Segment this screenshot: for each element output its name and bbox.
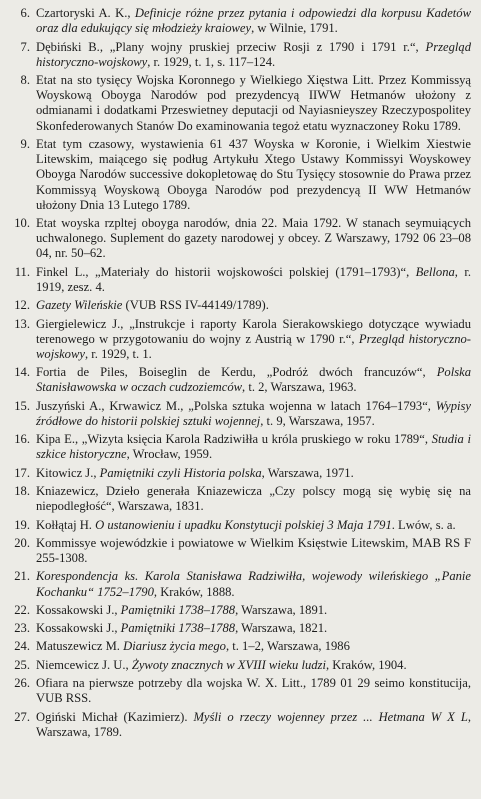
reference-text (36, 399, 471, 429)
reference-number: 17. (14, 465, 30, 480)
reference-text-segment: , Kraków, 1888. (153, 584, 235, 599)
reference-number: 12. (14, 298, 30, 313)
reference-text-segment: , w Wilnie, 1791. (251, 21, 338, 36)
reference-text-segment: , Warszawa, 1789. (36, 709, 471, 739)
reference-title-segment: O ustanowieniu i upadku Konstytucji polskiej 3 Maja 1791 (95, 517, 392, 532)
reference-number: 15. (14, 398, 30, 413)
reference-text-segment: Kitowicz J., (36, 465, 100, 480)
reference-text-segment: , t. 2, Warszawa, 1963. (242, 380, 357, 395)
reference-title-segment: Przegląd historyczno-wojskowy (36, 331, 471, 361)
reference-text (36, 365, 471, 395)
reference-number: 8. (20, 73, 30, 87)
reference-text (36, 40, 471, 70)
reference-text-segment: Dębiński B., „Plany wojny pruskiej przeciw Rosji z 1790 i 1791 r.“, (36, 39, 426, 54)
reference-title-segment: Korespondencja ks. Karola Stanisława Radziwiłła, wojewody wileńskiego „Panie Kochanku“ 1752–1790 (36, 569, 471, 599)
reference-item (10, 40, 471, 70)
reference-item (10, 536, 471, 566)
reference-text-segment: Kossakowski J., (36, 602, 121, 617)
reference-text-segment: , r. 1929, t. 1. (84, 346, 152, 361)
reference-text-segment: Kossakowski J., (36, 621, 121, 636)
reference-text-segment: , Wrocław, 1959. (126, 447, 213, 462)
reference-item (10, 603, 471, 618)
reference-text-segment: , Warszawa, 1971. (261, 465, 354, 480)
reference-text-segment: Etat na sto tysięcy Wojska Koronnego y Wielkiego Xięstwa Litt. Przez Kommissyą Woyskową Oboyga Narodów pod prezydencyą IIWW Hetmanów ułożony z odmianami i dodatkami Przeswietney deputacji od Nayiasnieyszey Rzeczypospolitey Skonfederowanych Stanów Do examinowania tegoż etatu wyznaczoney Roku 1789. (36, 73, 471, 133)
reference-text-segment: , r. 1919, zesz. 4. (36, 264, 471, 294)
reference-number: 9. (20, 136, 30, 151)
reference-text (36, 639, 471, 654)
reference-number: 19. (14, 517, 30, 532)
reference-number: 21. (14, 569, 30, 584)
reference-item (10, 466, 471, 481)
reference-text (36, 710, 471, 740)
reference-text-segment: Kołłątaj H. (36, 517, 96, 532)
reference-number: 22. (14, 602, 30, 617)
reference-text (36, 137, 471, 213)
reference-text-segment: , t. 9, Warszawa, 1957. (260, 413, 375, 428)
reference-title-segment: Diariusz życia mego (123, 639, 226, 654)
reference-text-segment: , Warszawa, 1821. (235, 621, 328, 636)
reference-number: 23. (14, 621, 30, 636)
reference-number: 13. (14, 316, 30, 331)
reference-text-segment: Niemcewicz J. U., (36, 657, 132, 672)
reference-number: 20. (14, 535, 30, 550)
reference-text-segment: Kipa E., „Wizyta księcia Karola Radziwiłła u króla pruskiego w roku 1789“, (36, 432, 432, 447)
reference-title-segment: Bellona (415, 264, 455, 279)
reference-number: 25. (14, 657, 30, 672)
reference-item (10, 484, 471, 514)
reference-item (10, 216, 471, 262)
reference-text (36, 298, 471, 313)
reference-number: 11. (14, 264, 30, 279)
reference-text-segment: Matuszewicz M. (36, 639, 124, 654)
reference-title-segment: Żywoty znacznych w XVIII wieku ludzi (131, 657, 326, 672)
reference-text-segment: , Kraków, 1904. (325, 657, 407, 672)
reference-title-segment: Wypisy źródłowe do historii polskiej sztuki wojennej (36, 398, 471, 428)
reference-number: 10. (14, 216, 30, 231)
reference-text (36, 603, 471, 618)
reference-text-segment: Ogiński Michał (Kazimierz). (36, 709, 194, 724)
reference-text-segment: , Warszawa, 1891. (235, 602, 328, 617)
reference-number: 26. (14, 676, 30, 690)
reference-item (10, 317, 471, 363)
reference-item (10, 518, 471, 533)
reference-text-segment: Etat woyska rzpltej oboyga narodów, dnia 22. Maia 1792. W stanach seymuiących uchwalonego. Suplement do gazety narodowej y obcey. Z Warszawy, 1792 06 23–08 04, nr. 50–62. (36, 216, 471, 261)
reference-text-segment: Ofiara na pierwsze potrzeby dla wojska W. X. Litt., 1789 01 29 seimo konstitucija, VUB RSS. (36, 676, 471, 706)
reference-text-segment: Finkel L., „Materiały do historii wojskowości polskiej (1791–1793)“, (36, 264, 416, 279)
reference-text (36, 432, 471, 462)
reference-text (36, 621, 471, 636)
reference-text (36, 484, 471, 514)
reference-title-segment: Pamiętniki 1738–1788 (120, 621, 236, 636)
reference-text (36, 73, 471, 134)
reference-text (36, 536, 471, 566)
reference-text (36, 518, 471, 533)
reference-text-segment: Czartoryski A. K., (36, 6, 135, 20)
reference-text (36, 6, 471, 36)
reference-text-segment: Kommissye wojewódzkie i powiatowe w Wielkim Księstwie Litewskim, MAB RS F 255-1308. (36, 535, 471, 566)
reference-text-segment: Juszyński A., Krwawicz M., „Polska sztuka wojenna w latach 1764–1793“, (36, 398, 436, 413)
reference-title-segment: Pamiętniki czyli Historia polska (99, 465, 262, 480)
reference-text (36, 317, 471, 363)
reference-number: 14. (14, 365, 30, 380)
reference-number: 16. (14, 432, 30, 447)
reference-number: 24. (14, 639, 30, 654)
reference-title-segment: Polska Stanisławowska w oczach cudzoziemców (36, 365, 471, 395)
reference-text (36, 676, 471, 706)
reference-item (10, 265, 471, 295)
reference-text-segment: Etat tym czasowy, wystawienia 61 437 Woyska w Koronie, i Wielkim Xiestwie Litewskim, maiącego się podług Artykułu Xtego Ustawy Kommissyi Woyskowey Oboyga Narodów successive dokopletowaę do Stu Tysięcy stosownie do Prawa przez Kommissyą Woyskową Oboyga Narodów pod prezydencyą II WW Hetmanów ułożony Dnia 13 Lutego 1789. (36, 136, 471, 212)
reference-item (10, 365, 471, 395)
reference-text (36, 466, 471, 481)
reference-text-segment: , t. 1–2, Warszawa, 1986 (225, 639, 350, 654)
reference-item (10, 399, 471, 429)
reference-text-segment: , r. 1929, t. 1, s. 117–124. (147, 54, 276, 69)
reference-item (10, 6, 471, 36)
reference-text-segment: Fortia de Piles, Boiseglin de Kerdu, „Podróż dwóch francuzów“, (36, 365, 437, 380)
reference-title-segment: Gazety Wileńskie (36, 298, 123, 313)
reference-title-segment: Przegląd historyczno-wojskowy (36, 39, 471, 69)
reference-title-segment: Pamiętniki 1738–1788 (120, 602, 236, 617)
reference-item (10, 676, 471, 706)
reference-number: 18. (14, 484, 30, 499)
reference-text-segment: Giergielewicz J., „Instrukcje i raporty Karola Sierakowskiego dotyczące wywiadu terenowego w przygotowaniu do wojny z Austrią w 1790 r.“, (36, 316, 471, 346)
reference-number: 7. (20, 39, 30, 54)
reference-item (10, 658, 471, 673)
reference-title-segment: Definicje różne przez pytania i odpowiedzi dla korpusu Kadetów oraz dla edukujący się młodzieży kraiowey (36, 6, 471, 36)
reference-text (36, 216, 471, 262)
reference-text (36, 569, 471, 599)
reference-text-segment: (VUB RSS IV-44149/1789). (122, 298, 269, 313)
reference-item (10, 569, 471, 599)
reference-title-segment: Studia i szkice historyczne (36, 432, 471, 462)
reference-item (10, 621, 471, 636)
reference-item (10, 710, 471, 740)
reference-text (36, 658, 471, 673)
reference-item (10, 73, 471, 134)
reference-text-segment: . Lwów, s. a. (391, 517, 456, 532)
reference-item (10, 137, 471, 213)
reference-item (10, 639, 471, 654)
reference-number: 27. (14, 709, 30, 724)
reference-title-segment: Myśli o rzeczy wojenney przez ... Hetmana W X L (193, 709, 468, 724)
reference-item (10, 432, 471, 462)
reference-text-segment: Kniazewicz, Dzieło generała Kniazewicza „Czy polscy mogą się wybię się na niepodległość“, Warszawa, 1831. (36, 484, 471, 514)
reference-text (36, 265, 471, 295)
reference-item (10, 298, 471, 313)
reference-number: 6. (20, 6, 30, 20)
reference-list (10, 6, 471, 740)
